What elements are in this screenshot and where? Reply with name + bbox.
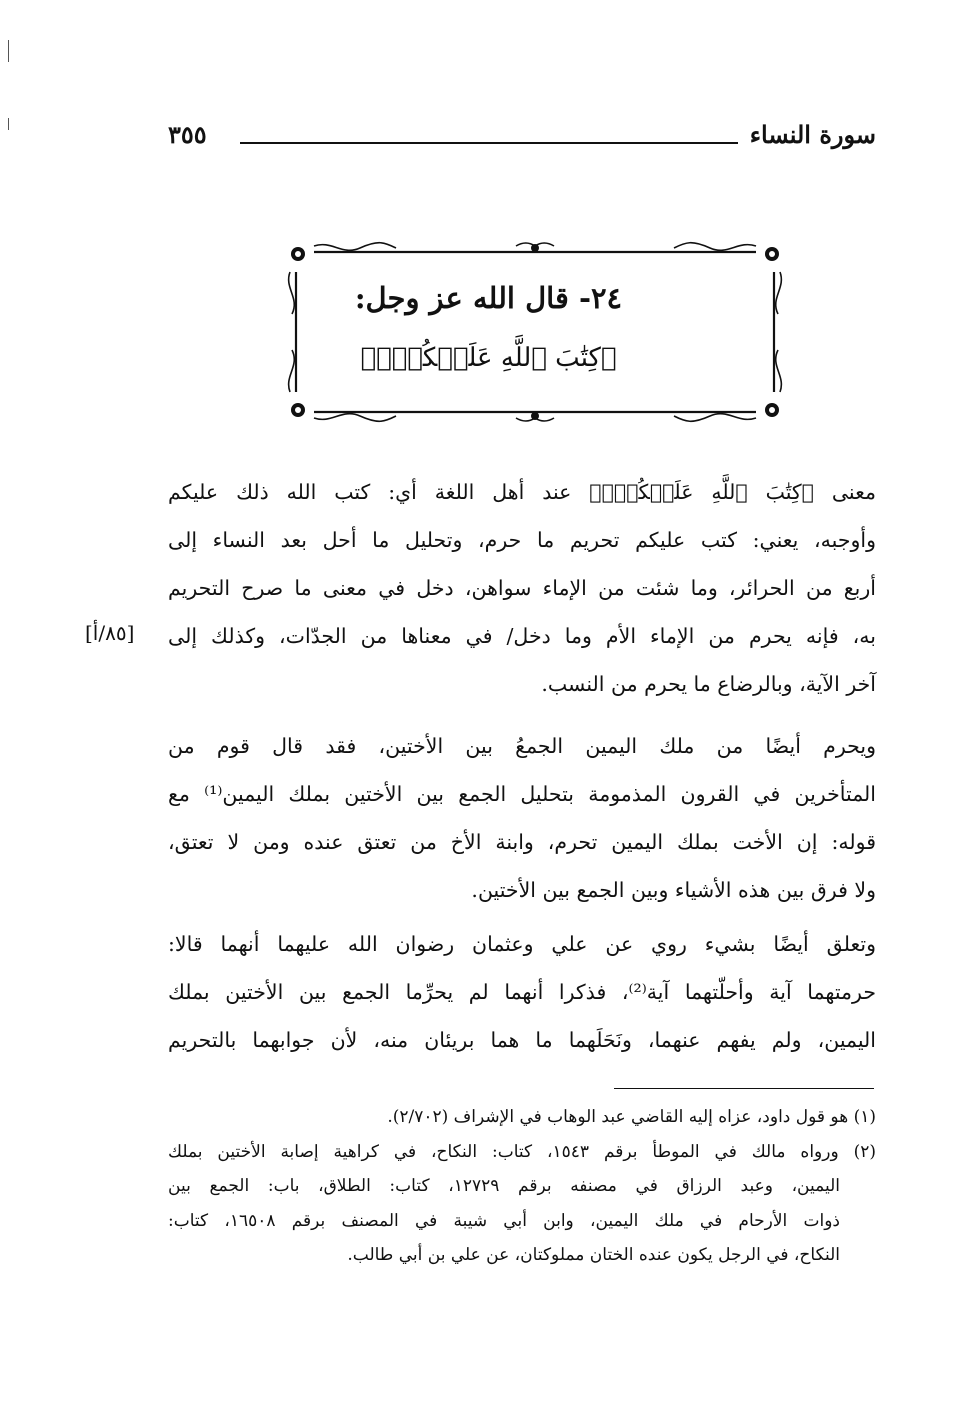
text-line: المتأخرين في القرون المذمومة بتحليل الجمع بين الأختين بملك اليمين⁽¹⁾ مع [168, 782, 876, 806]
text-line: وأوجبه، يعني: كتب عليكم تحريم ما حرم، وتحليل ما أحل بعد النساء إلى [168, 528, 876, 552]
text-line: اليمين، ولم يفهم عنهما، ونَحَلَهما ما هما بريئان منه، لأن جوابهما بالتحريم [168, 1028, 876, 1052]
text-line: به، فإنه يحرم من الإماء الأم وما دخل/ في معناها من الجدّات، وكذلك إلى [168, 624, 876, 648]
scan-edge-mark [8, 118, 9, 130]
quran-verse: ﴿كِتَٰبَ ٱللَّهِ عَلَيۡكُمۡۚ﴾ [360, 343, 617, 373]
paragraph-1 [168, 468, 876, 708]
text-line: أربع من الحرائر، وما شئت من الإماء سواهن، دخل في معنى ما صرح التحريم [168, 576, 876, 600]
footnote-2: (٢) ورواه مالك في الموطأ برقم ١٥٤٣، كتاب: النكاح، في كراهية إصابة الأختين بملك [168, 1141, 876, 1162]
ornamental-frame [284, 238, 786, 426]
scan-edge-mark [8, 40, 9, 62]
footnote-2-line: ذوات الأرحام في ملك اليمين، وابن أبي شيبة في المصنف برقم ١٦٥٠٨، كتاب: [168, 1210, 841, 1231]
section-heading: ٢٤- قال الله عز وجل: [354, 281, 623, 315]
text-line: معنى ﴿كِتَٰبَ ٱللَّهِ عَلَيۡكُمۡۚ﴾ عند أهل اللغة أي: كتب الله ذلك عليكم [168, 480, 876, 504]
surah-title: سورة النساء [749, 120, 876, 149]
text-line: حرمتهما آية وأحلّتهما آية⁽²⁾، فذكرا أنهما لم يحرِّما الجمع بين الأختين بملك [168, 980, 877, 1004]
footnotes [168, 1100, 876, 1273]
footnote-rule [614, 1088, 874, 1089]
header-rule [240, 142, 738, 144]
text-line: ويحرم أيضًا من ملك اليمين الجمعُ بين الأختين، فقد قال قوم من [168, 734, 876, 758]
paragraph-2 [168, 722, 876, 914]
footnote-2-line: اليمين، وعبد الرزاق في مصنفه برقم ١٢٧٢٩، كتاب: الطلاق، باب: الجمع بين [168, 1176, 840, 1196]
frame-border [284, 238, 786, 426]
text-line: قوله: إن الأخت بملك اليمين تحرم، وابنة الأخ من تعتق عنده ومن لا تعتق، [168, 830, 876, 854]
text-line: وتعلق أيضًا بشيء روي عن علي وعثمان رضوان الله عليهما أنهما قالا: [168, 932, 876, 956]
text-line: آخر الآية، وبالرضاع ما يحرم من النسب. [541, 672, 876, 696]
footnote-1: (١) هو قول داود، عزاه إليه القاضي عبد الوهاب في الإشراف (٢/٧٠٢). [387, 1107, 876, 1127]
footnote-2-line: النكاح، في الرجل يكون عنده الختان مملوكتان، عن علي بن أبي طالب. [347, 1245, 840, 1265]
paragraph-3 [168, 920, 876, 1064]
page-number: ٣٥٥ [168, 120, 207, 149]
running-header [168, 120, 876, 154]
margin-folio-note: [٨٥/أ] [85, 621, 135, 645]
text-line: ولا فرق بين هذه الأشياء وبين الجمع بين الأختين. [471, 878, 876, 902]
